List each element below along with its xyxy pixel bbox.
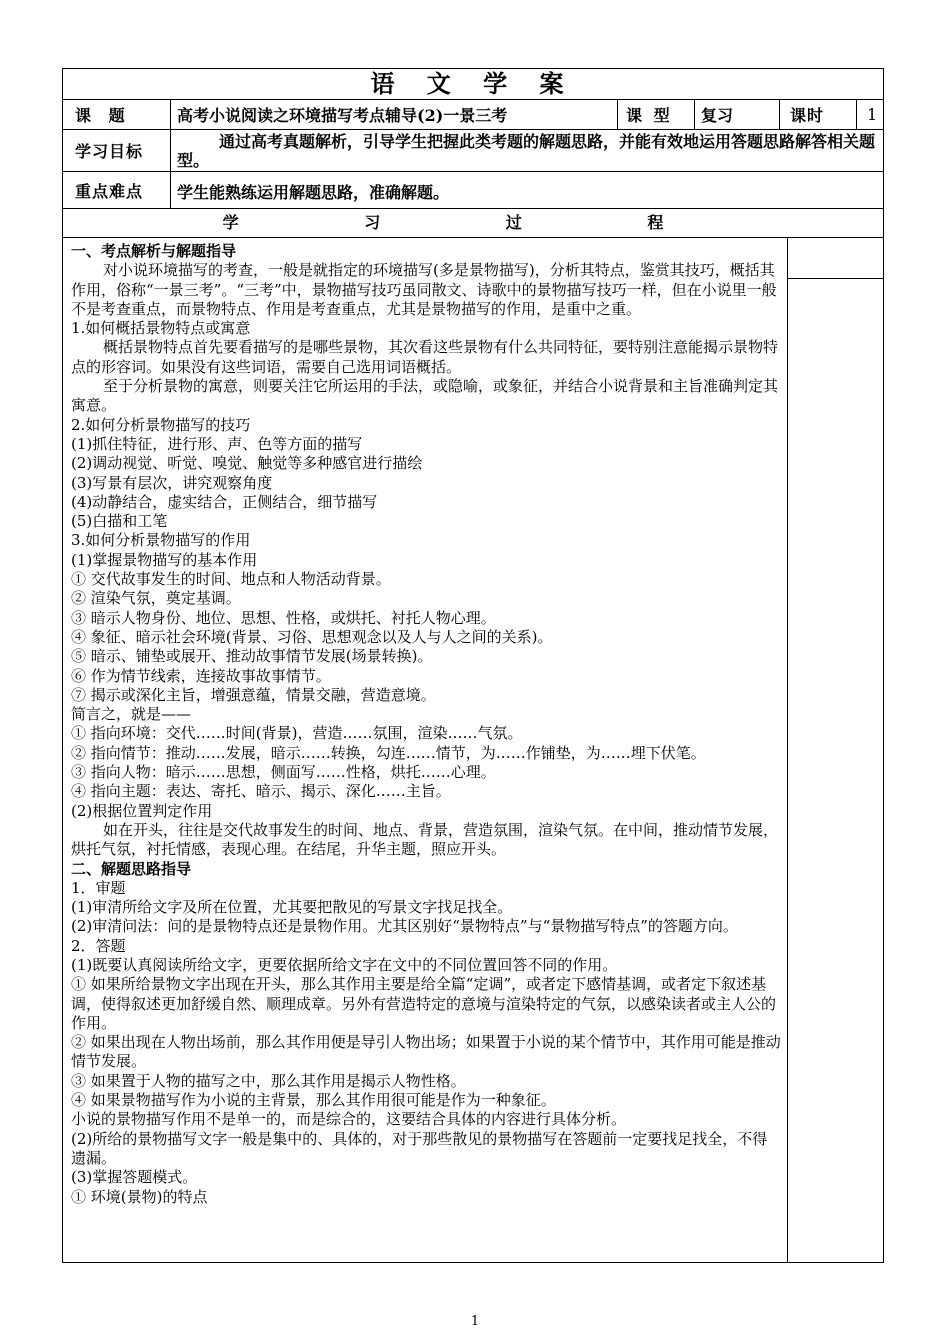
key-value: 学生能熟练运用解题思路，准确解题。 xyxy=(177,183,450,202)
type-label-cell xyxy=(618,100,695,129)
topic-label-cell xyxy=(63,100,171,129)
content-body xyxy=(63,238,788,1262)
content-paragraph: ① 指向环境：交代……时间(背景)，营造……氛围，渲染……气氛。 xyxy=(71,724,523,743)
content-paragraph: 对小说环境描写的考查，一般是就指定的环境描写(多是景物描写)，分析其特点，鉴赏其技巧，概括其作用，俗称“一景三考”。“三考”中，景物描写技巧虽同散文、诗歌中的景物描写技巧一样，但在小说里一般不是考查重点，而景物特点、作用是考查重点，尤其是景物描写的作用，是重中之重。 xyxy=(71,261,777,318)
topic-label: 课 题 xyxy=(75,106,131,125)
key-label-cell xyxy=(63,172,171,208)
content-paragraph: 二、解题思路指导 xyxy=(71,859,192,878)
content-paragraph: (5)白描和工笔 xyxy=(71,512,168,531)
content-paragraph: 2．答题 xyxy=(71,936,126,955)
content-row xyxy=(63,238,883,1262)
key-label: 重点难点 xyxy=(75,181,144,201)
process-row xyxy=(63,209,883,238)
content-paragraph: (4)动静结合，虚实结合，正侧结合，细节描写 xyxy=(71,492,378,511)
content-paragraph: ③ 指向人物：暗示……思想，侧面写……性格，烘托……心理。 xyxy=(71,763,496,782)
content-paragraph: 简言之，就是—— xyxy=(71,705,192,724)
hours-value: 1 xyxy=(867,105,878,124)
content-paragraph: (1)抓住特征，进行形、声、色等方面的描写 xyxy=(71,434,363,453)
goal-label-cell xyxy=(63,130,171,171)
hours-label: 课时 xyxy=(790,106,825,125)
type-value: 复习 xyxy=(701,106,734,125)
hours-label-cell xyxy=(780,100,857,129)
content-paragraph: ③ 暗示人物身份、地位、思想、性格，或烘托、衬托人物心理。 xyxy=(71,608,496,627)
type-label: 课 型 xyxy=(626,106,673,125)
content-paragraph: (2)调动视觉、听觉、嗅觉、触觉等多种感官进行描绘 xyxy=(71,454,423,473)
content-paragraph: (3)写景有层次，讲究观察角度 xyxy=(71,473,273,492)
page-title: 语 文 学 案 xyxy=(370,69,576,98)
content-paragraph: ④ 如果景物描写作为小说的主背景，那么其作用很可能是作为一种象征。 xyxy=(71,1091,556,1110)
process-heading: 学 习 过 程 xyxy=(222,213,724,232)
goal-row xyxy=(63,130,883,172)
side-divider xyxy=(788,278,883,279)
key-value-cell xyxy=(171,172,883,208)
key-row xyxy=(63,172,883,209)
topic-row xyxy=(63,100,883,130)
content-paragraph: ① 交代故事发生的时间、地点和人物活动背景。 xyxy=(71,570,391,589)
goal-label: 学习目标 xyxy=(75,142,144,161)
content-paragraph: ④ 指向主题：表达、寄托、暗示、揭示、深化……主旨。 xyxy=(71,782,451,801)
content-paragraph: 概括景物特点首先要看描写的是哪些景物，其次看这些景物有什么共同特征，要特别注意能揭示景物特点的形容词。如果没有这些词语，需要自己选用词语概括。 xyxy=(71,338,779,376)
content-paragraph: ③ 如果置于人物的描写之中，那么其作用是揭示人物性格。 xyxy=(71,1071,466,1090)
content-paragraph: ① 如果所给景物文字出现在开头，那么其作用主要是给全篇“定调”，或者定下感情基调，或者定下叙述基调，使得叙述更加舒缓自然、顺理成章。另外有营造特定的意境与渲染特定的气氛，以感染读者或主人公的作用。 xyxy=(71,975,777,1032)
content-paragraph: 1．审题 xyxy=(71,878,126,897)
content-paragraph: ⑤ 暗示、铺垫或展开、推动故事情节发展(场景转换)。 xyxy=(71,647,433,666)
content-paragraph: 小说的景物描写作用不是单一的，而是综合的，这要结合具体的内容进行具体分析。 xyxy=(71,1110,627,1129)
content-paragraph: 1.如何概括景物特点或寓意 xyxy=(71,319,251,338)
page-number: 1 xyxy=(470,1314,480,1329)
content-paragraph: (2)根据位置判定作用 xyxy=(71,801,213,820)
content-paragraph: ④ 象征、暗示社会环境(背景、习俗、思想观念以及人与人之间的关系)。 xyxy=(71,627,553,646)
content-paragraph: ⑦ 揭示或深化主旨，增强意蕴，情景交融，营造意境。 xyxy=(71,685,436,704)
content-paragraph: (2)审清问法：问的是景物特点还是景物作用。尤其区别好“景物特点”与“景物描写特点”的答题方向。 xyxy=(71,917,738,936)
topic-value-cell xyxy=(171,100,618,129)
content-paragraph: ⑥ 作为情节线索，连接故事故事情节。 xyxy=(71,666,331,685)
type-value-cell xyxy=(695,100,780,129)
content-paragraph: 2.如何分析景物描写的技巧 xyxy=(71,415,251,434)
content-paragraph: ② 渲染气氛，奠定基调。 xyxy=(71,589,241,608)
content-paragraph: 至于分析景物的寓意，则要关注它所运用的手法，或隐喻，或象征，并结合小说背景和主旨准确判定其寓意。 xyxy=(71,377,779,415)
goal-value-cell xyxy=(171,130,883,171)
content-paragraph: (3)掌握答题模式。 xyxy=(71,1168,198,1187)
content-paragraph: 3.如何分析景物描写的作用 xyxy=(71,531,251,550)
content-paragraph: ② 如果出现在人物出场前，那么其作用便是导引人物出场；如果置于小说的某个情节中，其作用可能是推动情节发展。 xyxy=(71,1033,781,1071)
title-row xyxy=(63,69,883,100)
hours-value-cell xyxy=(857,100,883,129)
topic-value: 高考小说阅读之环境描写考点辅导(2)一景三考 xyxy=(177,106,508,125)
content-paragraph: ② 指向情节：推动……发展，暗示……转换，勾连……情节，为……作铺垫，为……埋下伏笔。 xyxy=(71,743,706,762)
goal-value: 通过高考真题解析，引导学生把握此类考题的解题思路，并能有效地运用答题思路解答相关题型。 xyxy=(177,131,876,170)
content-paragraph: 如在开头，往往是交代故事发生的时间、地点、背景，营造氛围，渲染气氛。在中间，推动情节发展，烘托气氛，衬托情感，表现心理。在结尾，升华主题，照应开头。 xyxy=(71,820,779,859)
content-paragraph: (2)所给的景物描写文字一般是集中的、具体的，对于那些散见的景物描写在答题前一定要找足找全，不得遗漏。 xyxy=(71,1129,768,1167)
content-paragraph: (1)审清所给文字及所在位置，尤其要把散见的写景文字找足找全。 xyxy=(71,898,513,917)
content-paragraph: (1)既要认真阅读所给文字，更要依据所给文字在文中的不同位置回答不同的作用。 xyxy=(71,955,618,974)
content-paragraph: 一、考点解析与解题指导 xyxy=(71,242,237,260)
content-paragraph: (1)掌握景物描写的基本作用 xyxy=(71,550,258,569)
content-paragraph: ① 环境(景物)的特点 xyxy=(71,1187,208,1206)
lesson-plan-table xyxy=(62,68,884,1263)
